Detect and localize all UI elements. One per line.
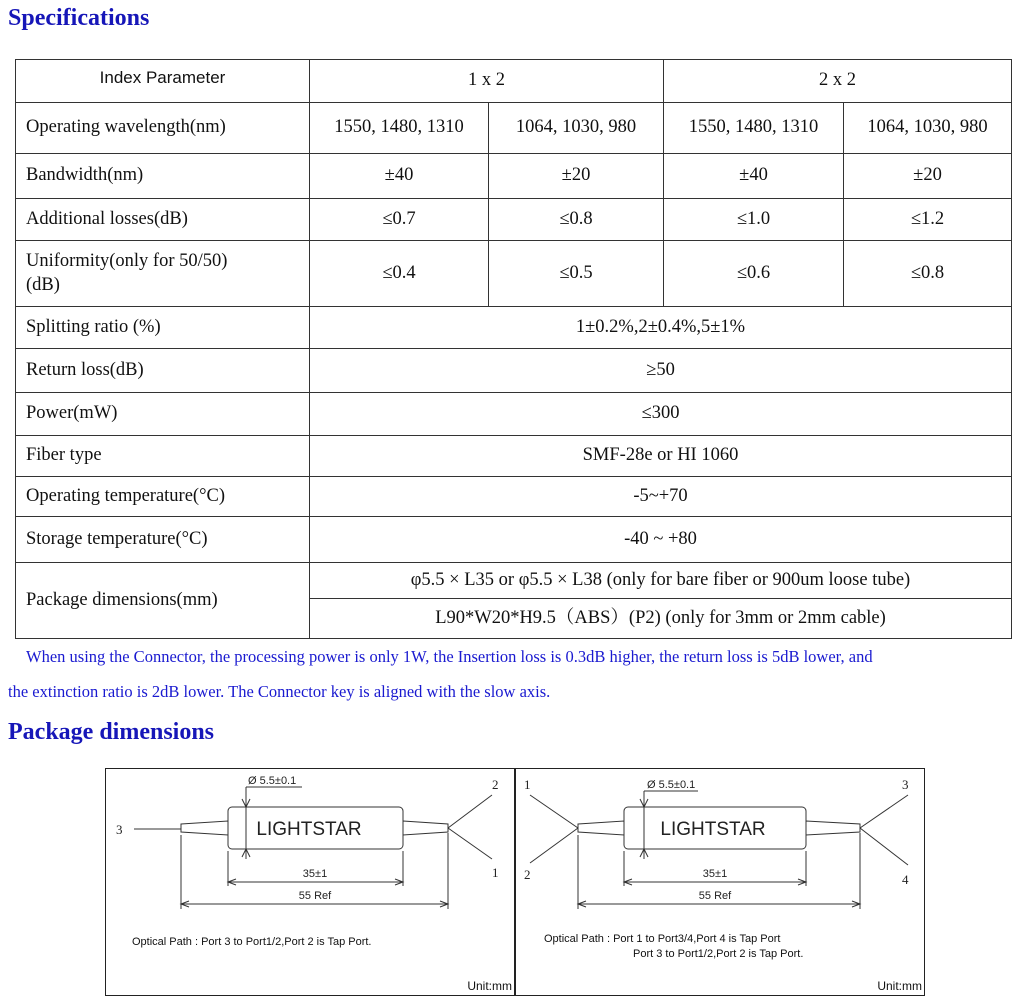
row-label: Return loss(dB) [16,349,310,393]
table-cell: ≤0.8 [489,199,664,241]
diagram-1x2 [105,768,515,996]
table-row-fiber-type [16,436,1012,477]
port-label: 4 [902,872,909,887]
row-label-line2: (dB) [26,274,60,295]
port-label: 3 [116,822,123,837]
row-label-line1: Uniformity(only for 50/50) [26,251,228,272]
unit-label: Unit:mm [467,979,512,993]
diameter-label: Ø 5.5±0.1 [248,775,297,787]
package-dimensions-heading: Package dimensions [8,719,215,745]
table-cell: SMF-28e or HI 1060 [310,436,1012,477]
row-label: Additional losses(dB) [16,199,310,241]
row-label: Operating temperature(°C) [16,477,310,517]
table-cell: 1064, 1030, 980 [489,103,664,154]
row-label: Fiber type [16,436,310,477]
table-cell: ≥50 [310,349,1012,393]
table-row-additional-losses [16,199,1012,241]
table-cell: 1550, 1480, 1310 [310,103,489,154]
row-label: Power(mW) [16,393,310,436]
row-label: Operating wavelength(nm) [16,103,310,154]
table-cell: ≤0.6 [664,241,844,307]
length-label: 35±1 [702,868,728,880]
table-row-wavelength [16,103,1012,154]
row-label: Bandwidth(nm) [16,154,310,199]
optical-path-line1: Optical Path : Port 1 to Port3/4,Port 4 is Tap Port [544,933,781,945]
row-label: Storage temperature(°C) [16,517,310,563]
ref-label: 55 Ref [698,890,732,902]
header-index-parameter: Index Parameter [16,60,310,103]
table-cell: ≤0.7 [310,199,489,241]
table-row-operating-temperature [16,477,1012,517]
table-cell: ±20 [489,154,664,199]
optical-path-text: Optical Path : Port 3 to Port1/2,Port 2 is Tap Port. [132,936,372,948]
table-row-package-dimensions [16,563,1012,599]
table-row-uniformity [16,241,1012,307]
table-cell: ≤1.0 [664,199,844,241]
brand-label: LIGHTSTAR [256,819,362,840]
table-cell: ≤300 [310,393,1012,436]
table-row-bandwidth [16,154,1012,199]
ref-label: 55 Ref [298,890,332,902]
row-label: Splitting ratio (%) [16,307,310,349]
table-cell: ±40 [310,154,489,199]
table-cell: -40 ~ +80 [310,517,1012,563]
port-label: 3 [902,777,909,792]
row-label [16,241,310,307]
specifications-heading: Specifications [8,5,150,31]
table-header-row [16,60,1012,103]
brand-label: LIGHTSTAR [660,819,766,840]
table-cell: ≤0.8 [844,241,1012,307]
port-label: 2 [492,777,499,792]
row-label: Package dimensions(mm) [16,563,310,639]
table-row-splitting-ratio [16,307,1012,349]
table-cell: ≤0.4 [310,241,489,307]
port-label: 1 [524,777,531,792]
table-cell: -5~+70 [310,477,1012,517]
header-1x2: 1 x 2 [310,60,664,103]
table-cell: 1±0.2%,2±0.4%,5±1% [310,307,1012,349]
table-row-storage-temperature [16,517,1012,563]
table-cell: L90*W20*H9.5（ABS）(P2) (only for 3mm or 2mm cable) [310,599,1012,639]
header-2x2: 2 x 2 [664,60,1012,103]
table-cell: φ5.5 × L35 or φ5.5 × L38 (only for bare fiber or 900um loose tube) [310,563,1012,599]
table-cell: 1064, 1030, 980 [844,103,1012,154]
table-cell: ≤0.5 [489,241,664,307]
port-label: 2 [524,867,531,882]
optical-path-text [544,932,803,962]
optical-path-line2: Port 3 to Port1/2,Port 2 is Tap Port. [633,947,804,960]
unit-label: Unit:mm [877,979,922,993]
table-cell: ≤1.2 [844,199,1012,241]
table-cell: 1550, 1480, 1310 [664,103,844,154]
length-label: 35±1 [302,868,328,880]
diameter-label: Ø 5.5±0.1 [647,779,696,791]
table-row-return-loss [16,349,1012,393]
table-cell: ±20 [844,154,1012,199]
specifications-table [15,59,1012,639]
connector-note-line1: When using the Connector, the processing power is only 1W, the Insertion loss is 0.3dB higher, the return loss is 5dB lower, and [26,647,873,666]
table-row-power [16,393,1012,436]
diagram-1x2-drawing [106,769,514,995]
diagram-2x2 [515,768,925,996]
connector-note-line2: the extinction ratio is 2dB lower. The Connector key is aligned with the slow axis. [8,682,551,701]
port-label: 1 [492,865,499,880]
table-cell: ±40 [664,154,844,199]
